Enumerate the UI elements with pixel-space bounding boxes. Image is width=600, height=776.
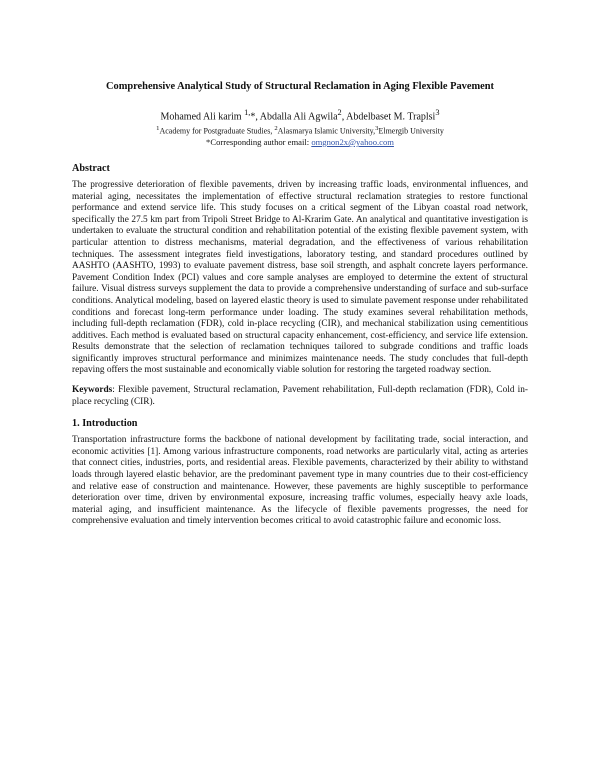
affiliation-text: Alasmarya Islamic University, (277, 126, 376, 136)
email-link[interactable]: omgnon2x@yahoo.com (311, 136, 394, 147)
corresponding-label: *Corresponding author email: (206, 136, 312, 147)
abstract-text: The progressive deterioration of flexible pavements, driven by increasing traffic loads, environmental influences, and material aging, necessitates the implementation of effective structural reclamation strategies to restore functional performance and extend service life. This study focuses on a critical segment of the Libyan coastal road network, specifically the 27.5 km part from Tripoli Street Bridge to Al-Krarim Gate. An analytical and quantitative investigation is undertaken to evaluate the structural condition and rehabilitation potential of the existing flexible pavement system, with particular attention to distress mechanisms, material degradation, and the effectiveness of various rehabilitation techniques. The assessment integrates field investigations, laboratory testing, and standard procedures outlined by AASHTO (AASHTO, 1993) to evaluate pavement distress, base soil strength, and asphalt concrete layers performance. Pavement Condition Index (PCI) values and core sample analyses are employed to determine the extent of structural failure. Visual distress surveys supplement the data to provide a comprehensive understanding of surface and sub-surface conditions. Analytical modeling, based on layered elastic theory is used to simulate pavement response under rehabilitated conditions and forecast long-term performance under loading. The study examines several rehabilitation methods, including full-depth reclamation (FDR), cold in-place recycling (CIR), and mechanical stabilization using cementitious additives. Each method is evaluated based on structural capacity enhancement, cost-efficiency, and service life extension. Results demonstrate that the selection of reclamation techniques tailored to subgrade conditions and traffic loads significantly improves structural performance and minimizes maintenance needs. The study concludes that full-depth repaving offers the most sustainable and economically viable solution for restoring the targeted roadway section. (72, 179, 528, 376)
affiliation-text: Elmergib University (378, 126, 444, 136)
author-sup: 3 (435, 108, 440, 117)
paper-title: Comprehensive Analytical Study of Structural Reclamation in Aging Flexible Pavement (106, 81, 494, 92)
author-sup: 1, (244, 108, 251, 117)
author-sup: 2 (337, 108, 342, 117)
affiliation-text: Academy for Postgraduate Studies, (159, 126, 275, 136)
keywords-text: Flexible pavement, Structural reclamation, Pavement rehabilitation, Full-depth reclamation (FDR), Cold in-place recycling (CIR). (72, 385, 528, 407)
corresponding-mark: * (250, 111, 256, 123)
affiliation-sup: 1 (156, 125, 160, 133)
keywords-label: Keywords (72, 385, 113, 396)
affiliation-sup: 2 (274, 125, 278, 133)
affiliation-line (72, 123, 528, 137)
corresponding-line (72, 137, 528, 148)
abstract-heading: Abstract (72, 162, 110, 174)
author-name: , Abdalla Ali Agwila (255, 111, 338, 123)
keywords-separator: : (112, 385, 119, 396)
keywords-line (72, 385, 528, 408)
introduction-heading: 1. Introduction (72, 418, 138, 430)
affiliation-sup: 3 (375, 125, 379, 133)
author-name: , Abdelbaset M. Traplsi (341, 111, 436, 123)
introduction-text: Transportation infrastructure forms the backbone of national development by facilitating trade, social interaction, and economic activities [1]. Among various infrastructure components, road networks are particularly vital, acting as arteries that connect cities, industries, ports, and residential areas. Flexible pavements, characterized by their ability to withstand loads through layered elastic behavior, are the predominant pavement type in many countries due to their cost-efficiency and relative ease of construction and maintenance. However, these pavements are highly susceptible to performance deterioration over time, driven by environmental exposure, increasing traffic volumes, especially heavy axle loads, material aging, and insufficient maintenance. As the lifecycle of flexible pavements progresses, the need for comprehensive evaluation and timely intervention becomes critical to avoid catastrophic failure and economic loss. (72, 435, 528, 527)
author-name: Mohamed Ali karim (160, 111, 242, 123)
author-line (72, 106, 528, 123)
